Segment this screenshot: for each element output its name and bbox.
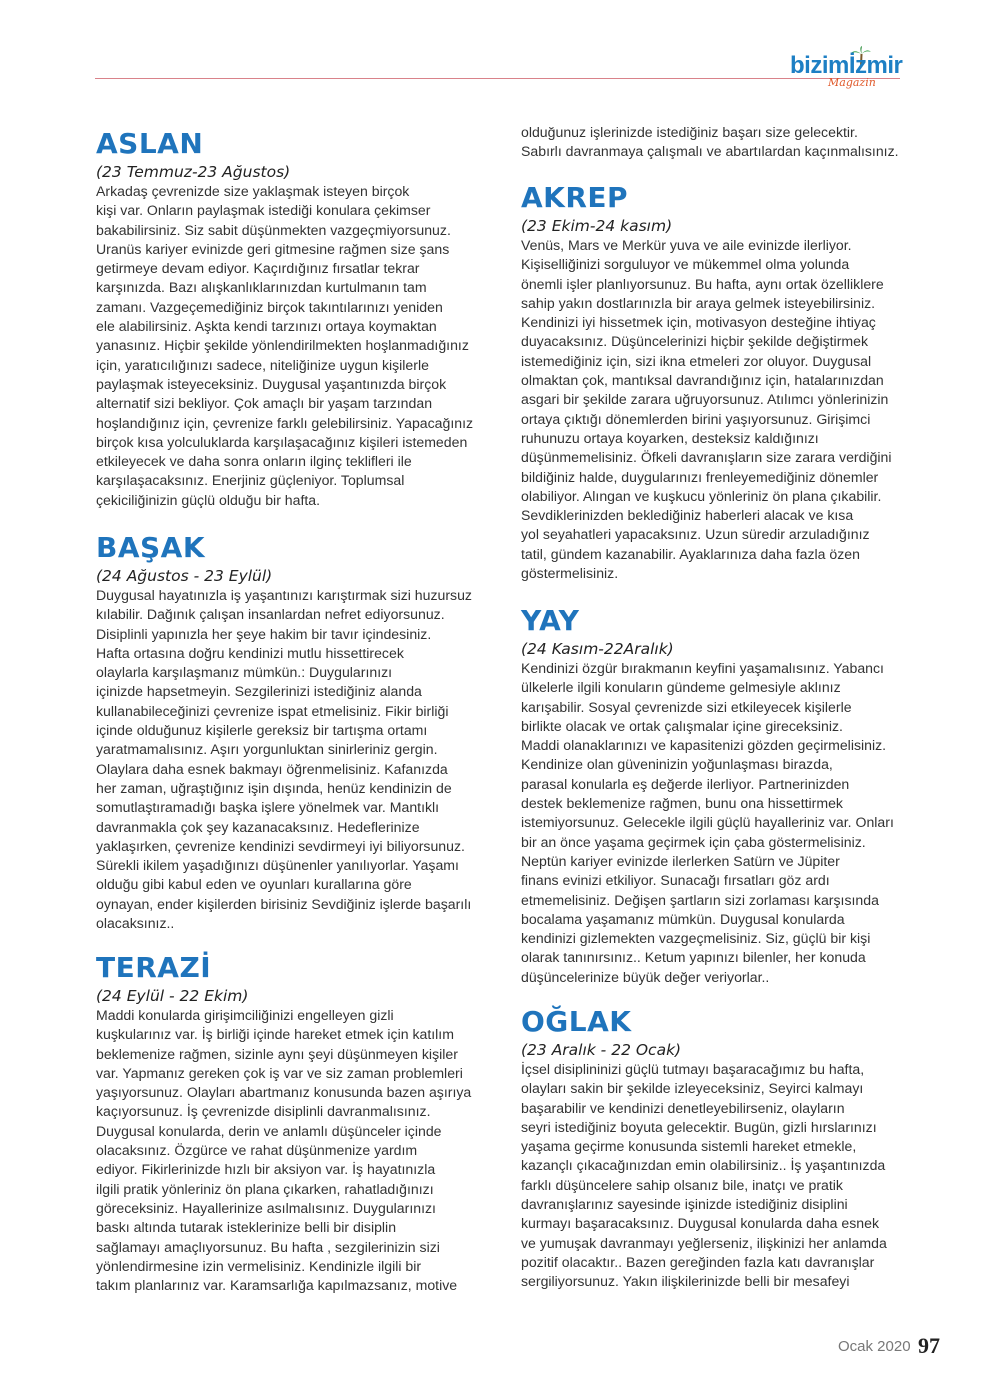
page-number: 97	[918, 1333, 940, 1358]
section-text: Venüs, Mars ve Merkür yuva ve aile evinizde ilerliyor. Kişiselliğinizi sorguluyor ve mükemmel olma yolunda önemli işler planlıyorsunuz. Bu hafta, aynı ortak özelliklere sahip yakın dostlarınızla bir araya gelmek isteyebilirsiniz. Kendinizi iyi hissetmek için, motivasyon desteğine ihtiyaç duyacaksınız. Düşüncelerinizi hiçbir şekilde değiştirmek istemediğiniz için, sizi ikna etmeleri zor oluyor. Duygusal olmaktan çok, mantıksal davrandığınız için, hatalarınızdan asgari bir şekilde zarara uğruyorsunuz. Atılımcı yönlerinizin ortaya çıktığı dönemlerden birini yaşıyorsunuz. Girişimci ruhunuzu ortaya koyarken, desteksiz kaldığınızı düşünmemelisiniz. Öfkeli davranışların size zarara verdiğini bildiğiniz halde, duygularınızı frenleyemediğiniz dönemler olabiliyor. Alıngan ve kuşkucu yönleriniz ön plana çıkabilir. Sevdiklerinizden beklediğiniz haberleri alacak ve kısa yol seyahatleri yapacaksınız. Uzun süredir arzuladığınız tatil, gündem kazanabilir. Ayaklarınıza daha fazla özen göstermelisiniz.	[521, 237, 892, 582]
section-title: BAŞAK	[96, 531, 206, 564]
section-text: olduğunuz işlerinizde istediğiniz başarı size gelecektir. Sabırlı davranmaya çalışmalı ve abartılardan kaçınmalısınız.	[521, 124, 899, 160]
issue-date: Ocak 2020	[838, 1338, 911, 1355]
section-oglak	[521, 1006, 921, 1292]
logo-name: bizimİzmir	[790, 52, 903, 79]
section-text: Arkadaş çevrenizde size yaklaşmak isteyen birçok kişi var. Onların paylaşmak istediği konulara çekimser bakabilirsiniz. Siz sabit düşünmekten vazgeçmiyorsunuz. Uranüs kariyer evinizde geri gitmesine rağmen size şans getirmeye devam ediyor. Kaçırdığınız fırsatlar tekrar karşınızda. Bazı alışkanlıklarınızdan kurtulmanın tam zamanı. Vazgeçemediğiniz birçok takıntılarınızı yeniden ele alabilirsiniz. Aşkta kendi tarzınızı ortaya koymaktan yanasınız. Hiçbir şekilde yönlendirilmekten hoşlanmadığınız için, yaratıcılığınızı sadece, niteliğinize uygun kişilerle paylaşmak isteyeceksiniz. Duygusal yaşantınızda birçok alternatif sizi bekliyor. Çok amaçlı bir yaşam tarzından hoşlandığınız için, çevrenize farklı gelebilirsiniz. Yapacağınız birçok kısa yolculuklarda karşılaşacağınız kişileri istemeden etkileyecek ve daha sonra onların ilginç teklifleri ile karşılaşacaksınız. Enerjiniz güçleniyor. Toplumsal çekiciliğinizin güçlü olduğu bir hafta.	[96, 183, 474, 508]
section-dates: (24 Ağustos - 23 Eylül)	[96, 567, 273, 585]
section-text: İçsel disiplininizi güçlü tutmayı başaracağımız bu hafta, olayları sakin bir şekilde izleyeceksiniz, Seyirci kalmayı başarabilir ve kendinizi denetleyebilirseniz, olayların seyri istediğiniz boyuta gelecektir. Bugün, gizli hırslarınızı yaşama geçirme konusunda sistemli hareket etmekle, kazançlı çıkacağınızdan emin olabilirsiniz.. İş yaşantınızda farklı düşüncelere sahip olsanız bile, inatçı ve pratik davranışlarınız sayesinde işinizde istediğiniz disiplini kurmayı başaracaksınız. Duygusal konularda daha esnek ve yumuşak davranmayı yeğlerseniz, ilişkinizi her anlamda pozitif olacaktır.. Bazen gereğinden fazla katı davranışlar sergiliyorsunuz. Yakın ilişkilerinizde belli bir mesafeyi	[521, 1061, 887, 1290]
section-title: ASLAN	[96, 127, 204, 160]
section-terazi	[96, 952, 496, 1295]
section-yay	[521, 605, 921, 987]
section-title: AKREP	[521, 181, 629, 214]
logo-subtitle: Magazin	[828, 76, 876, 89]
section-title: YAY	[521, 604, 580, 637]
section-aslan	[96, 128, 496, 510]
section-title: OĞLAK	[521, 1005, 632, 1038]
section-title: TERAZİ	[96, 951, 212, 984]
section-dates: (23 Aralık - 22 Ocak)	[521, 1041, 682, 1059]
section-akrep	[521, 182, 921, 583]
section-text: Duygusal hayatınızla iş yaşantınızı karıştırmak sizi huzursuz kılabilir. Dağınık çalışan insanlardan nefret ediyorsunuz. Disiplinli yapınızla her şeye hakim bir tavır içindesiniz. Hafta ortasına doğru kendinizi mutlu hissettirecek olaylarla karşılaşmanız mümkün.: Duygularınızı içinizde hapsetmeyin. Sezgilerinizi istediğiniz alanda kullanabileceğinizi çevrenize ispat etmelisiniz. Fikir birliği içinde olduğunuz kişilerle gereksiz bir tartışma ortamı yaratmamalısınız. Aşırı yorgunluktan sinirleriniz gergin. Olaylara daha esnek bakmayı öğrenmelisiniz. Kafanızda her zaman, uğraştığınız işin dışında, henüz kendinizin de somutlaştıramadığı başka işlere yönelmek var. Mantıklı davranmakla çok şey kazanacaksınız. Hedeflerinize yaklaşırken, çevrenize kendinizi sevdirmeyi iyi biliyorsunuz. Sürekli ikilem yaşadığınızı düşünenler yanılıyorlar. Yaşamı olduğu gibi kabul eden ve oyunları kurallarına göre oynayan, ender kişilerden birisiniz Sevdiğiniz işlerde başarılı olacaksınız..	[96, 587, 472, 932]
section-basak	[96, 532, 496, 933]
section-text: Kendinizi özgür bırakmanın keyfini yaşamalısınız. Yabancı ülkelerle ilgili konuların gündeme gelmesiyle aklınız karışabilir. Sosyal çevrenizde sizi etkileyecek kişilerle birlikte olacak ve ortak çalışmalar içine gireceksiniz. Maddi olanaklarınızı ve kapasitenizi gözden geçirmelisiniz. Kendinize olan güveninizin yoğunlaşması birazda, parasal konularla eş değerde ilerliyor. Partnerinizden destek beklemenize rağmen, bunu ona hissettirmek istemiyorsunuz. Gelecekle ilgili güçlü hayalleriniz var. Onları bir an önce yaşama geçirmek için çaba göstermelisiniz. Neptün kariyer evinizde ilerlerken Satürn ve Jüpiter finans evinizi etkiliyor. Sunacağı fırsatları göz ardı etmemelisiniz. Değişen şartların sizi zorlaması karşısında bocalama yaşamanız mümkün. Duygusal konularda kendinizi gizlemekten vazgeçmelisiniz. Siz, güçlü bir kişi olarak tanınırsınız.. Ketum yapınızı bilenler, her konuda düşüncelerinize büyük değer veriyorlar..	[521, 660, 894, 985]
header-divider	[95, 78, 900, 79]
section-dates: (23 Temmuz-23 Ağustos)	[96, 163, 291, 181]
section-dates: (23 Ekim-24 kasım)	[521, 217, 673, 235]
section-dates: (24 Eylül - 22 Ekim)	[96, 987, 249, 1005]
magazine-logo	[790, 46, 930, 96]
section-dates: (24 Kasım-22Aralık)	[521, 640, 674, 658]
section-continued-text	[521, 123, 921, 162]
section-text: Maddi konularda girişimciliğinizi engelleyen gizli kuşkularınız var. İş birliği içinde hareket etmek için katılım beklemenize rağmen, sizinle aynı şeyi düşünmeyen kişiler var. Yapmanız gereken çok iş var ve siz zaman problemleri yaşıyorsunuz. Olayları abartmanız konusunda bazen aşırıya kaçıyorsunuz. İş çevrenizde disiplinli davranmalısınız. Duygusal konularda, derin ve anlamlı düşünceler içinde olacaksınız. Özgürce ve rahat düşünmenize yardım ediyor. Fikirlerinizde hızlı bir aksiyon var. İş hayatınızla ilgili pratik yönleriniz ön plana çıkarken, rahatladığınızı göreceksiniz. Hayallerinize asılmalısınız. Duygularınızı baskı altında tutarak isteklerinize belli bir disiplin sağlamayı amaçlıyorsunuz. Bu hafta , sezgilerinizin sizi yönlendirmesine izin vermelisiniz. Kendinizle ilgili bir takım planlarınız var. Karamsarlığa kapılmazsanız, motive	[96, 1007, 472, 1294]
